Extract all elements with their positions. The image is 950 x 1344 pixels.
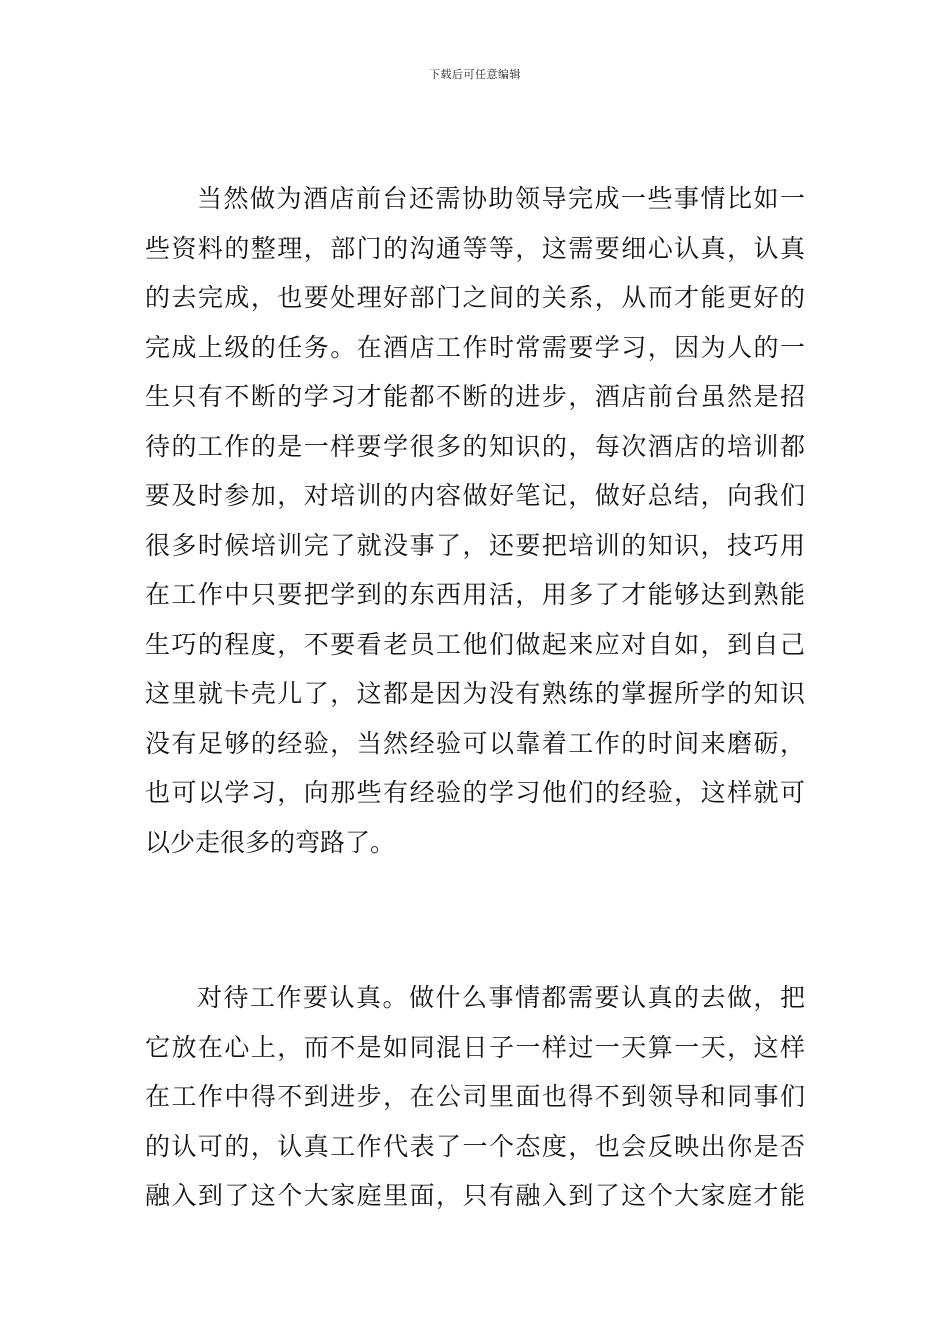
paragraph-line: 以少走很多的弯路了。 <box>145 827 396 857</box>
paragraph-line: 的去完成，也要处理好部门之间的关系，从而才能更好的 <box>145 283 805 312</box>
paragraph-line: 要及时参加，对培训的内容做好笔记，做好总结，向我们 <box>145 481 805 510</box>
paragraph-line: 完成上级的任务。在酒店工作时常需要学习，因为人的一 <box>145 332 805 362</box>
paragraph-line: 它放在心上，而不是如同混日子一样过一天算一天，这样 <box>145 1032 805 1062</box>
paragraph-line: 当然做为酒店前台还需协助领导完成一些事情比如一 <box>197 184 805 213</box>
paragraph-line: 这里就卡壳儿了，这都是因为没有熟练的掌握所学的知识 <box>145 679 805 708</box>
paragraph-line: 没有足够的经验，当然经验可以靠着工作的时间来磨砺， <box>145 728 805 758</box>
paragraph-2 <box>145 973 805 1221</box>
paragraph-line: 也可以学习，向那些有经验的学习他们的经验，这样就可 <box>145 778 805 807</box>
paragraph-line: 融入到了这个大家庭里面，只有融入到了这个大家庭才能 <box>145 1181 805 1210</box>
paragraph-line: 很多时候培训完了就没事了，还要把培训的知识，技巧用 <box>145 530 805 560</box>
paragraph-line: 的认可的，认真工作代表了一个态度，也会反映出你是否 <box>145 1131 805 1161</box>
paragraph-line: 在工作中得不到进步，在公司里面也得不到领导和同事们 <box>145 1082 805 1111</box>
paragraph-line: 待的工作的是一样要学很多的知识的，每次酒店的培训都 <box>145 431 805 461</box>
paragraph-line: 在工作中只要把学到的东西用活，用多了才能够达到熟能 <box>145 580 805 609</box>
paragraph-line: 生巧的程度，不要看老员工他们做起来应对自如，到自己 <box>145 629 805 659</box>
paragraph-1 <box>145 174 805 867</box>
paragraph-line: 生只有不断的学习才能都不断的进步，酒店前台虽然是招 <box>145 382 805 411</box>
header-note: 下载后可任意编辑 <box>429 68 521 81</box>
paragraph-line: 些资料的整理，部门的沟通等等，这需要细心认真，认真 <box>145 233 805 263</box>
paragraph-line: 对待工作要认真。做什么事情都需要认真的去做，把 <box>197 983 805 1012</box>
